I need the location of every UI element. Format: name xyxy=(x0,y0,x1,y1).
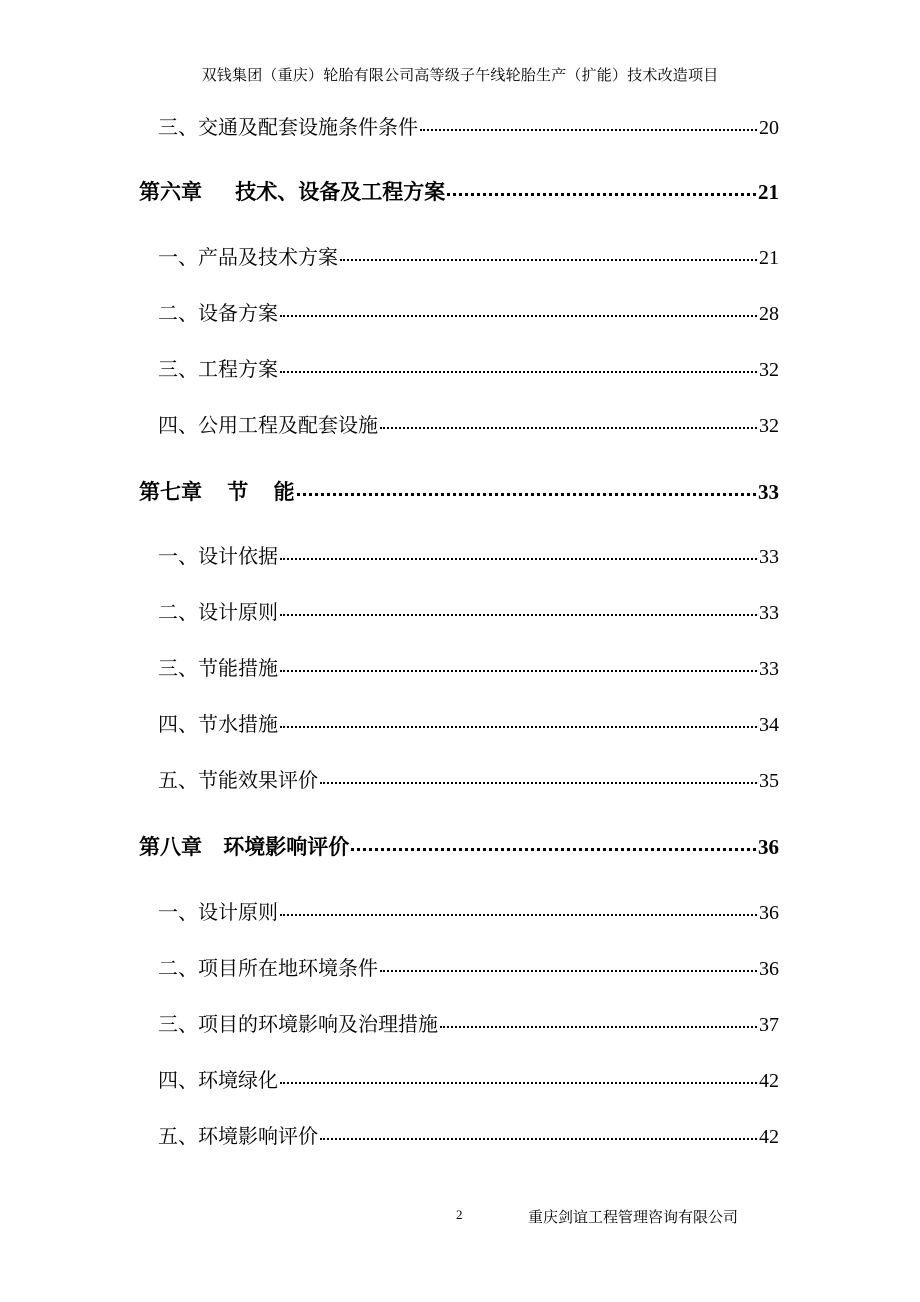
toc-chapter-7[interactable] xyxy=(139,481,779,503)
dot-leader xyxy=(447,193,756,196)
toc-entry-page: 35 xyxy=(759,770,779,792)
running-header: 双钱集团（重庆）轮胎有限公司高等级子午线轮胎生产（扩能）技术改造项目 xyxy=(201,66,719,84)
dot-leader xyxy=(280,558,757,560)
toc-entry-title: 三、节能措施 xyxy=(158,656,278,680)
toc-entry-env-design-principles[interactable] xyxy=(158,902,779,923)
toc-chapter-8[interactable] xyxy=(139,836,779,858)
toc-chapter-title: 第八章 环境影响评价 xyxy=(139,834,350,859)
toc-entry-title: 二、项目所在地环境条件 xyxy=(158,956,378,980)
toc-chapter-6[interactable] xyxy=(139,181,779,203)
dot-leader xyxy=(351,848,756,851)
dot-leader xyxy=(280,371,757,373)
footer-company-name: 重庆剑谊工程管理咨询有限公司 xyxy=(528,1208,739,1226)
dot-leader xyxy=(340,259,757,261)
toc-chapter-title: 第六章 技术、设备及工程方案 xyxy=(139,179,446,204)
toc-entry-design-basis[interactable] xyxy=(158,546,779,567)
toc-entry-title: 四、节水措施 xyxy=(158,712,278,736)
toc-entry-title: 三、项目的环境影响及治理措施 xyxy=(158,1012,438,1036)
toc-chapter-title: 第七章 节 能 xyxy=(139,479,295,504)
dot-leader xyxy=(280,1082,757,1084)
toc-entry-page: 32 xyxy=(759,415,779,437)
footer-page-number: 2 xyxy=(456,1207,463,1222)
toc-entry-page: 34 xyxy=(759,714,779,736)
toc-entry-env-impact-evaluation[interactable] xyxy=(158,1126,779,1147)
toc-entry-env-impact-measures[interactable] xyxy=(158,1014,779,1035)
toc-entry-public-works[interactable] xyxy=(158,415,779,436)
toc-entry-page: 33 xyxy=(759,602,779,624)
toc-entry-site-environment[interactable] xyxy=(158,958,779,979)
toc-entry-page: 32 xyxy=(759,359,779,381)
dot-leader xyxy=(420,129,757,131)
dot-leader xyxy=(280,614,757,616)
toc-entry-title: 五、节能效果评价 xyxy=(158,768,318,792)
toc-entry-page: 33 xyxy=(759,658,779,680)
toc-entry-title: 二、设计原则 xyxy=(158,600,278,624)
toc-entry-page: 36 xyxy=(759,958,779,980)
dot-leader xyxy=(280,914,757,916)
dot-leader xyxy=(297,493,756,496)
toc-entry-title: 四、环境绿化 xyxy=(158,1068,278,1092)
toc-entry-title: 一、设计依据 xyxy=(158,544,278,568)
toc-entry-title: 三、工程方案 xyxy=(158,357,278,381)
toc-entry-water-measures[interactable] xyxy=(158,714,779,735)
toc-entry-page: 42 xyxy=(759,1070,779,1092)
toc-chapter-page: 36 xyxy=(758,835,779,859)
dot-leader xyxy=(320,1138,757,1140)
toc-entry-greening[interactable] xyxy=(158,1070,779,1091)
toc-entry-page: 33 xyxy=(759,546,779,568)
toc-entry-design-principles[interactable] xyxy=(158,602,779,623)
toc-entry-title: 二、设备方案 xyxy=(158,301,278,325)
dot-leader xyxy=(280,726,757,728)
toc-entry-page: 42 xyxy=(759,1126,779,1148)
toc-entry-engineering-plan[interactable] xyxy=(158,359,779,380)
dot-leader xyxy=(280,670,757,672)
dot-leader xyxy=(440,1026,757,1028)
toc-chapter-page: 21 xyxy=(758,180,779,204)
dot-leader xyxy=(380,427,757,429)
toc-entry-page: 21 xyxy=(759,247,779,269)
dot-leader xyxy=(380,970,757,972)
toc-entry-energy-evaluation[interactable] xyxy=(158,770,779,791)
toc-entry-energy-measures[interactable] xyxy=(158,658,779,679)
toc-entry-page: 20 xyxy=(759,117,779,139)
toc-entry-page: 37 xyxy=(759,1014,779,1036)
toc-entry-transport-conditions[interactable] xyxy=(158,117,779,138)
toc-entry-page: 28 xyxy=(759,303,779,325)
toc-entry-title: 五、环境影响评价 xyxy=(158,1124,318,1148)
toc-entry-page: 36 xyxy=(759,902,779,924)
toc-entry-title: 一、产品及技术方案 xyxy=(158,245,338,269)
toc-entry-title: 三、交通及配套设施条件条件 xyxy=(158,115,418,139)
dot-leader xyxy=(320,782,757,784)
dot-leader xyxy=(280,315,757,317)
toc-entry-equipment-plan[interactable] xyxy=(158,303,779,324)
toc-entry-title: 四、公用工程及配套设施 xyxy=(158,413,378,437)
toc-entry-product-technology[interactable] xyxy=(158,247,779,268)
toc-chapter-page: 33 xyxy=(758,480,779,504)
toc-entry-title: 一、设计原则 xyxy=(158,900,278,924)
